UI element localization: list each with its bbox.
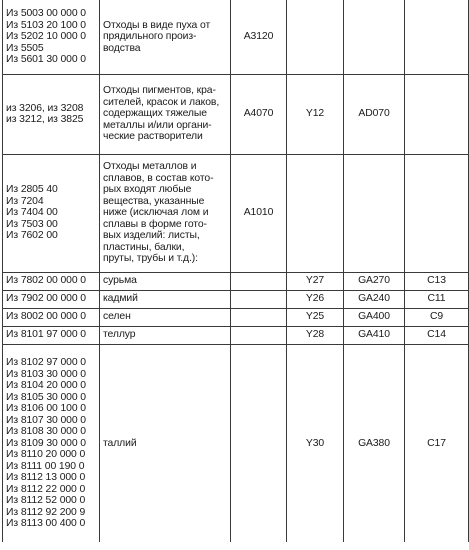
table-row: [3, 344, 469, 542]
waste-classification-table: [2, 0, 469, 542]
table-row: [3, 154, 469, 272]
table-row: [3, 326, 469, 344]
customs-codes-cell: Из 8101 97 000 0: [3, 326, 100, 344]
y-code-cell: Y25: [287, 308, 344, 326]
customs-codes-cell: Из 8102 97 000 0 Из 8103 30 000 0 Из 8104 20 000 0 Из 8105 30 000 0 Из 8106 00 100 0 Из 8107 30 000 0 Из 8108 30 000 0 Из 8109 30 000 0 Из 8110 20 000 0 Из 8111 00 190 0 Из 8112 13 000 0 Из 8112 22 000 0 Из 8112 52 000 0 Из 8112 92 200 9 Из 8113 00 400 0: [3, 344, 100, 542]
c-code-cell: [405, 154, 469, 272]
y-code-cell: Y28: [287, 326, 344, 344]
description-cell: селен: [100, 308, 231, 326]
c-code-cell: [405, 74, 469, 154]
basel-code-cell: A3120: [231, 0, 287, 74]
y-code-cell: Y26: [287, 290, 344, 308]
customs-codes-cell: Из 7902 00 000 0: [3, 290, 100, 308]
oecd-code-cell: GA410: [344, 326, 405, 344]
basel-code-cell: [231, 290, 287, 308]
basel-code-cell: A1010: [231, 154, 287, 272]
basel-code-cell: A4070: [231, 74, 287, 154]
customs-codes-cell: Из 5003 00 000 0 Из 5103 20 100 0 Из 5202 10 000 0 Из 5505 Из 5601 30 000 0: [3, 0, 100, 74]
c-code-cell: C14: [405, 326, 469, 344]
c-code-cell: C17: [405, 344, 469, 542]
description-cell: теллур: [100, 326, 231, 344]
table-row: [3, 308, 469, 326]
description-cell: Отходы в виде пуха от прядильного произ- водства: [100, 0, 231, 74]
y-code-cell: [287, 154, 344, 272]
description-cell: Отходы пигментов, кра- сителей, красок и лаков, содержащих тяжелые металлы и/или органи- ческие растворители: [100, 74, 231, 154]
oecd-code-cell: GA240: [344, 290, 405, 308]
table-row: [3, 74, 469, 154]
oecd-code-cell: GA380: [344, 344, 405, 542]
oecd-code-cell: [344, 0, 405, 74]
oecd-code-cell: GA270: [344, 272, 405, 290]
description-cell: кадмий: [100, 290, 231, 308]
basel-code-cell: [231, 308, 287, 326]
y-code-cell: Y27: [287, 272, 344, 290]
table-row: [3, 290, 469, 308]
basel-code-cell: [231, 272, 287, 290]
basel-code-cell: [231, 344, 287, 542]
c-code-cell: C11: [405, 290, 469, 308]
oecd-code-cell: [344, 154, 405, 272]
y-code-cell: [287, 0, 344, 74]
table-row: [3, 0, 469, 74]
c-code-cell: C9: [405, 308, 469, 326]
oecd-code-cell: GA400: [344, 308, 405, 326]
oecd-code-cell: AD070: [344, 74, 405, 154]
table-row: [3, 272, 469, 290]
y-code-cell: Y30: [287, 344, 344, 542]
customs-codes-cell: Из 8002 00 000 0: [3, 308, 100, 326]
customs-codes-cell: из 3206, из 3208 из 3212, из 3825: [3, 74, 100, 154]
customs-codes-cell: Из 7802 00 000 0: [3, 272, 100, 290]
c-code-cell: C13: [405, 272, 469, 290]
description-cell: Отходы металлов и сплавов, в состав кото- рых входят любые вещества, указанные ниже (исключая лом и сплавы в форме гото- вых изделий: листы, пластины, балки, пруты, трубы и т.д.):: [100, 154, 231, 272]
description-cell: таллий: [100, 344, 231, 542]
c-code-cell: [405, 0, 469, 74]
basel-code-cell: [231, 326, 287, 344]
customs-codes-cell: Из 2805 40 Из 7204 Из 7404 00 Из 7503 00 Из 7602 00: [3, 154, 100, 272]
y-code-cell: Y12: [287, 74, 344, 154]
description-cell: сурьма: [100, 272, 231, 290]
